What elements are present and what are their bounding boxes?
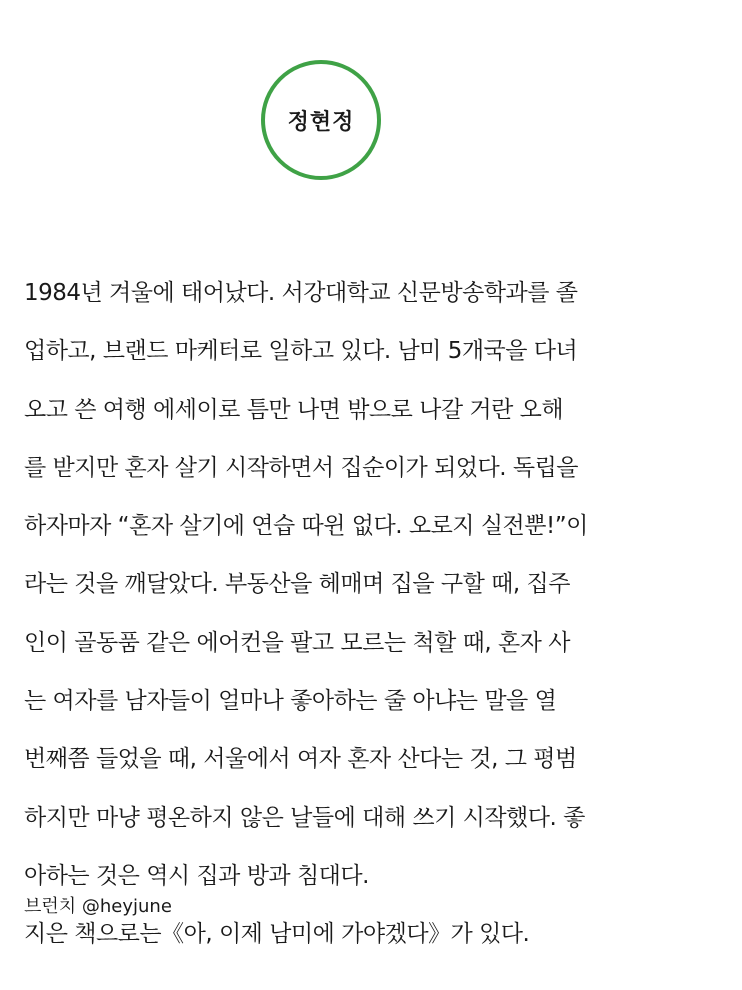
bio-line: 를 받지만 혼자 살기 시작하면서 집순이가 되었다. 독립을 <box>24 454 579 481</box>
bio-line: 업하고, 브랜드 마케터로 일하고 있다. 남미 5개국을 다녀 <box>24 338 578 365</box>
author-bio <box>24 280 724 980</box>
bio-line: 번째쯤 들었을 때, 서울에서 여자 혼자 산다는 것, 그 평범 <box>24 746 577 773</box>
bio-line: 하지만 마냥 평온하지 않은 날들에 대해 쓰기 시작했다. 좋 <box>24 804 585 831</box>
author-name: 정현정 <box>287 109 355 135</box>
bio-line: 는 여자를 남자들이 얼마나 좋아하는 줄 아냐는 말을 열 <box>24 688 557 715</box>
bio-line: 1984년 겨울에 태어났다. 서강대학교 신문방송학과를 졸 <box>24 280 578 306</box>
author-name-circle <box>261 60 381 180</box>
bio-line: 오고 쓴 여행 에세이로 틈만 나면 밖으로 나갈 거란 오해 <box>24 396 564 423</box>
bio-line: 하자마자 “혼자 살기에 연습 따윈 없다. 오로지 실전뿐!”이 <box>24 513 588 540</box>
brunch-credit: 브런치 @heyjune <box>24 896 172 917</box>
bio-line: 지은 책으로는《아, 이제 남미에 가야겠다》가 있다. <box>24 921 530 948</box>
bio-line: 라는 것을 깨달았다. 부동산을 헤매며 집을 구할 때, 집주 <box>24 571 570 598</box>
bio-line: 인이 골동품 같은 에어컨을 팔고 모르는 척할 때, 혼자 사 <box>24 629 570 656</box>
bio-line: 아하는 것은 역시 집과 방과 침대다. <box>24 862 369 889</box>
